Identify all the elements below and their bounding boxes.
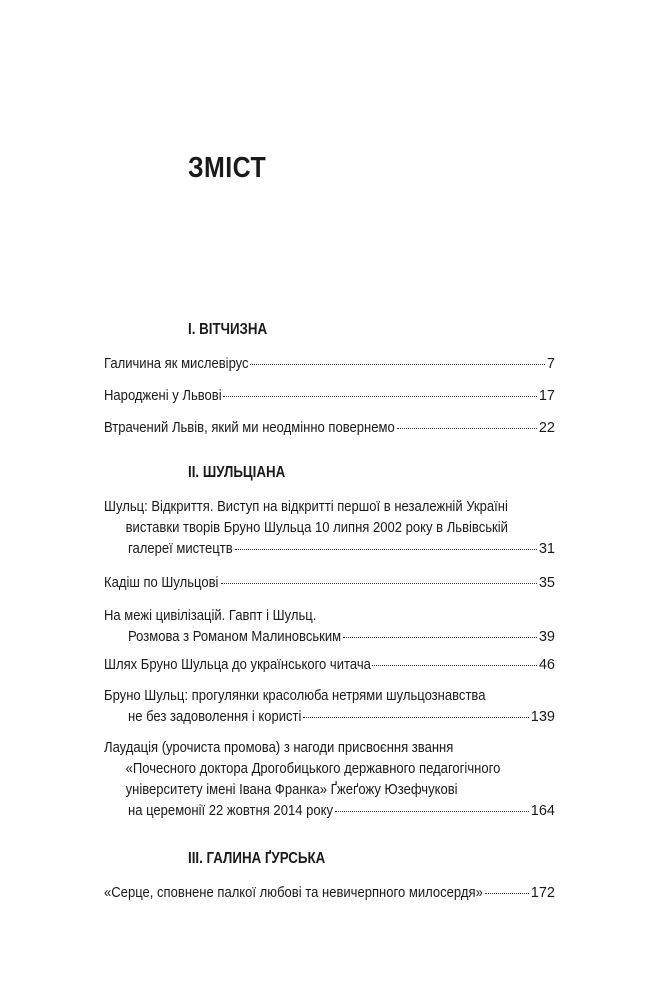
- page-number: 22: [538, 420, 555, 436]
- entry-title-line: університету імені Івана Франка» Ґжеґожу Юзефчукові: [125, 782, 458, 798]
- page-number: 39: [538, 629, 555, 645]
- entry-title-line: Шульц: Відкриття. Виступ на відкритті першої в незалежній Україні: [104, 499, 508, 515]
- dot-leader: [303, 717, 529, 718]
- entry-title: Шлях Бруно Шульца до українського читача: [104, 657, 371, 673]
- toc-entry[interactable]: [104, 418, 555, 439]
- entry-title-line: виставки творів Бруно Шульца 10 липня 2002 року в Львівській: [125, 520, 508, 536]
- dot-leader: [485, 893, 529, 894]
- toc-entry[interactable]: [104, 606, 555, 648]
- page-number: 139: [530, 709, 555, 725]
- toc-entry[interactable]: [104, 497, 555, 560]
- entry-title: Втрачений Львів, який ми неодмінно повернемо: [104, 420, 395, 436]
- dot-leader: [221, 583, 537, 584]
- section-heading: ІІІ. ГАЛИНА ҐУРСЬКА: [188, 850, 326, 867]
- toc-entry[interactable]: [104, 354, 555, 375]
- entry-title-line: не без задоволення і користі: [128, 709, 302, 725]
- entry-title: Кадіш по Шульцові: [104, 575, 219, 591]
- toc-entry[interactable]: [104, 386, 555, 407]
- entry-title-line: Розмова з Романом Малиновським: [128, 629, 342, 645]
- page-number: 7: [546, 356, 555, 372]
- toc-entry[interactable]: [104, 573, 555, 594]
- entry-title: Галичина як мислевірус: [104, 356, 249, 372]
- page-number: 35: [538, 575, 555, 591]
- page-number: 164: [530, 803, 555, 819]
- section-heading: І. ВІТЧИЗНА: [188, 321, 268, 338]
- page-title: ЗМІСТ: [188, 152, 267, 184]
- toc-entry[interactable]: [104, 686, 555, 728]
- entry-title-line: «Почесного доктора Дрогобицького державного педагогічного: [125, 761, 501, 777]
- dot-leader: [397, 428, 537, 429]
- toc-entry[interactable]: [104, 883, 555, 904]
- entry-title: Народжені у Львові: [104, 388, 222, 404]
- entry-title-line: галереї мистецтв: [128, 541, 233, 557]
- entry-title: «Серце, сповнене палкої любові та невичерпного милосердя»: [104, 885, 483, 901]
- dot-leader: [250, 364, 545, 365]
- page-number: 31: [538, 541, 555, 557]
- entry-title-line: Лаудація (урочиста промова) з нагоди присвоєння звання: [104, 740, 454, 756]
- dot-leader: [343, 637, 537, 638]
- entry-title-line: На межі цивілізацій. Гавпт і Шульц.: [104, 608, 317, 624]
- entry-title-line: на церемонії 22 жовтня 2014 року: [128, 803, 333, 819]
- toc-entry[interactable]: [104, 655, 555, 676]
- toc-entry[interactable]: [104, 738, 555, 822]
- page-number: 172: [530, 885, 555, 901]
- section-heading: ІІ. ШУЛЬЦІАНА: [188, 464, 286, 481]
- page-number: 17: [538, 388, 555, 404]
- dot-leader: [235, 549, 537, 550]
- dot-leader: [223, 396, 536, 397]
- dot-leader: [335, 811, 529, 812]
- entry-title-line: Бруно Шульц: прогулянки красолюба нетрями шульцознавства: [104, 688, 486, 704]
- page-number: 46: [538, 657, 555, 673]
- dot-leader: [372, 665, 536, 666]
